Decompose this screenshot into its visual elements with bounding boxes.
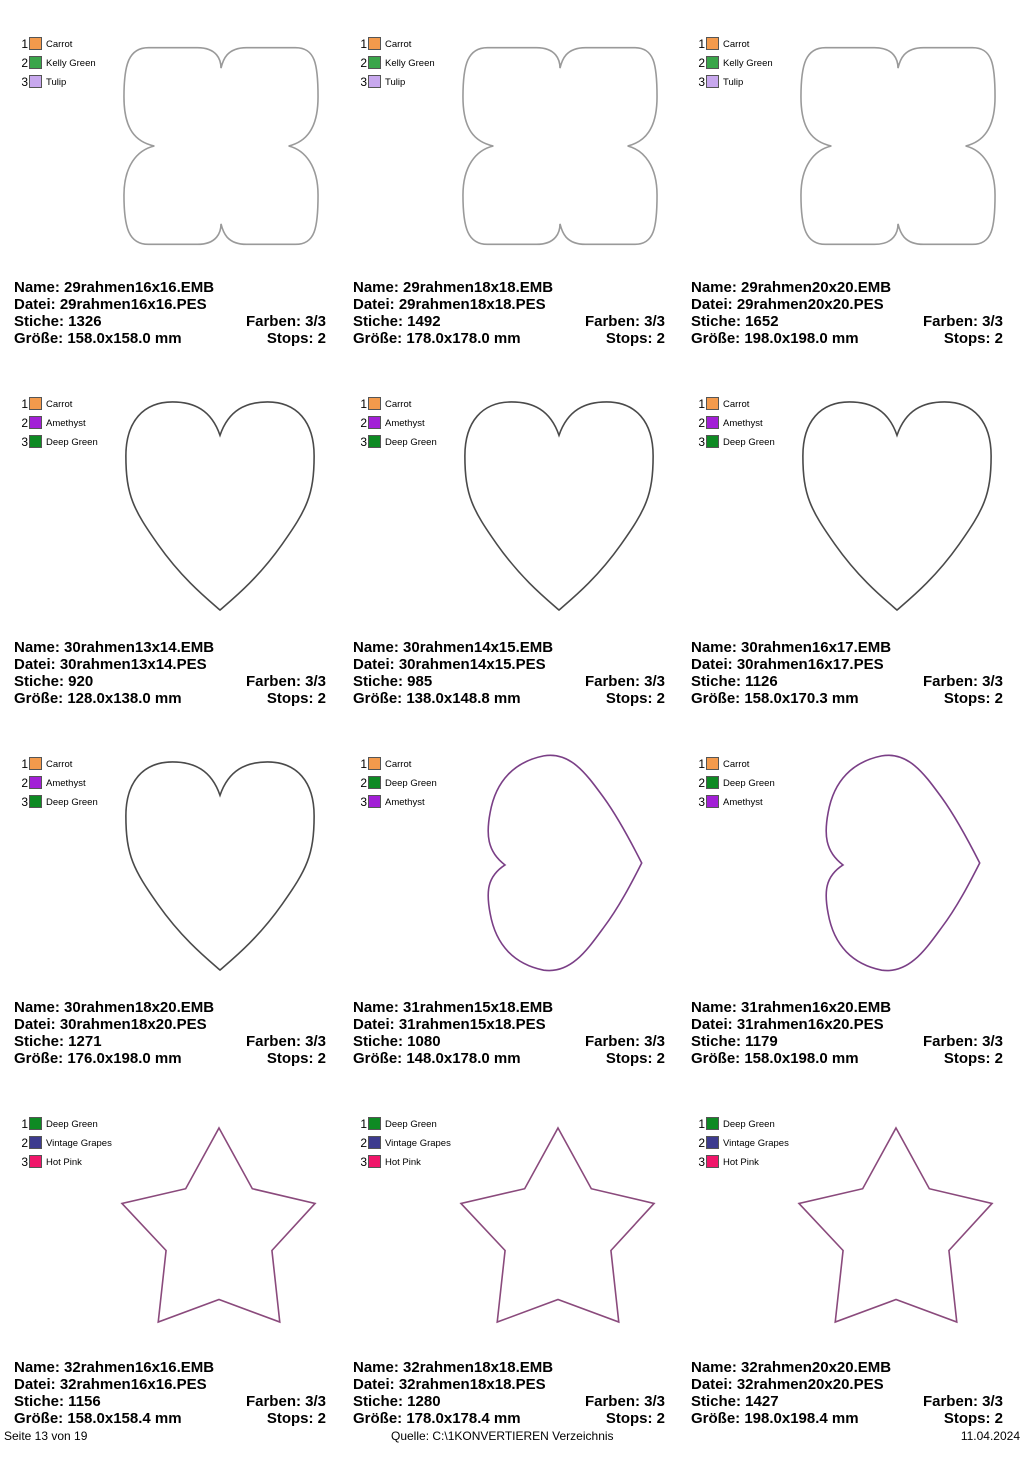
color-swatch [706, 416, 719, 429]
stop-count: Stops: 2 [266, 1050, 326, 1067]
design-file: Datei: 30rahmen14x15.PES [353, 656, 546, 673]
legend-color-name: Deep Green [46, 797, 98, 808]
legend-color-name: Tulip [723, 77, 744, 88]
legend-item [357, 396, 477, 413]
legend-number: 1 [21, 1117, 28, 1131]
legend-item [695, 415, 815, 432]
legend-color-name: Vintage Grapes [46, 1138, 112, 1149]
legend-number: 2 [698, 776, 705, 790]
legend-number: 3 [698, 75, 705, 89]
stitch-count: Stiche: 1179 [691, 1033, 778, 1050]
legend-number: 1 [698, 37, 705, 51]
legend-number: 3 [360, 795, 367, 809]
color-count: Farben: 3/3 [584, 1393, 665, 1410]
stop-count: Stops: 2 [605, 1050, 665, 1067]
legend-color-name: Carrot [385, 399, 412, 410]
design-info [691, 639, 1003, 707]
legend-color-name: Amethyst [723, 797, 763, 808]
legend-number: 2 [360, 776, 367, 790]
stop-count: Stops: 2 [605, 690, 665, 707]
color-swatch [29, 1155, 42, 1168]
design-file: Datei: 32rahmen20x20.PES [691, 1376, 884, 1393]
legend-item [18, 775, 138, 792]
legend-color-name: Deep Green [46, 437, 98, 448]
legend-item [695, 36, 815, 53]
legend-item [18, 756, 138, 773]
stitch-count: Stiche: 1156 [14, 1393, 101, 1410]
design-size: Größe: 158.0x170.3 mm [691, 690, 859, 707]
legend-color-name: Carrot [385, 39, 412, 50]
clover-outline [122, 46, 320, 246]
stitch-count: Stiche: 985 [353, 673, 433, 690]
design-card [691, 750, 1021, 1100]
design-card [353, 30, 683, 380]
legend-color-name: Deep Green [723, 1119, 775, 1130]
color-swatch [368, 37, 381, 50]
page-number: Seite 13 von 19 [4, 1429, 88, 1443]
legend-number: 1 [21, 397, 28, 411]
color-swatch [706, 37, 719, 50]
legend-number: 3 [360, 1155, 367, 1169]
stitch-path [122, 1128, 315, 1322]
design-card [353, 390, 683, 740]
color-count: Farben: 3/3 [245, 1393, 326, 1410]
color-count: Farben: 3/3 [584, 673, 665, 690]
design-size: Größe: 148.0x178.0 mm [353, 1050, 521, 1067]
color-swatch [368, 56, 381, 69]
color-swatch [29, 37, 42, 50]
color-swatch [368, 1136, 381, 1149]
legend-number: 3 [21, 75, 28, 89]
stitch-path [126, 402, 314, 610]
color-swatch [368, 1117, 381, 1130]
source-path: Quelle: C:\1KONVERTIEREN Verzeichnis [391, 1429, 614, 1443]
legend-number: 2 [360, 416, 367, 430]
legend-number: 2 [698, 56, 705, 70]
color-count: Farben: 3/3 [245, 313, 326, 330]
stitch-count: Stiche: 1126 [691, 673, 778, 690]
legend-color-name: Amethyst [385, 797, 425, 808]
color-count: Farben: 3/3 [922, 1033, 1003, 1050]
legend-item [18, 415, 138, 432]
clover-outline [799, 46, 997, 246]
design-file: Datei: 30rahmen13x14.PES [14, 656, 207, 673]
legend-item [357, 36, 477, 53]
color-count: Farben: 3/3 [584, 1033, 665, 1050]
legend-number: 3 [698, 435, 705, 449]
legend-number: 2 [21, 776, 28, 790]
design-name: Name: 32rahmen18x18.EMB [353, 1359, 554, 1376]
color-count: Farben: 3/3 [922, 313, 1003, 330]
design-name: Name: 31rahmen15x18.EMB [353, 999, 554, 1016]
stop-count: Stops: 2 [266, 690, 326, 707]
design-size: Größe: 178.0x178.0 mm [353, 330, 521, 347]
design-card [353, 750, 683, 1100]
star-outline [459, 1126, 657, 1324]
legend-color-name: Vintage Grapes [385, 1138, 451, 1149]
legend-color-name: Hot Pink [385, 1157, 421, 1168]
design-file: Datei: 31rahmen15x18.PES [353, 1016, 546, 1033]
color-swatch [368, 776, 381, 789]
stitch-path [799, 1128, 992, 1322]
color-swatch [368, 397, 381, 410]
stop-count: Stops: 2 [943, 1410, 1003, 1427]
legend-color-name: Amethyst [46, 418, 86, 429]
design-file: Datei: 29rahmen18x18.PES [353, 296, 546, 313]
legend-number: 2 [698, 1136, 705, 1150]
stitch-count: Stiche: 1492 [353, 313, 441, 330]
design-name: Name: 32rahmen16x16.EMB [14, 1359, 215, 1376]
legend-item [695, 55, 815, 72]
legend-number: 2 [360, 56, 367, 70]
design-card [691, 30, 1021, 380]
legend-color-name: Carrot [723, 39, 750, 50]
color-swatch [29, 776, 42, 789]
legend-number: 3 [360, 435, 367, 449]
design-file: Datei: 32rahmen18x18.PES [353, 1376, 546, 1393]
design-info [691, 999, 1003, 1067]
design-name: Name: 29rahmen16x16.EMB [14, 279, 215, 296]
legend-item [18, 36, 138, 53]
color-swatch [29, 397, 42, 410]
legend-number: 3 [698, 1155, 705, 1169]
stop-count: Stops: 2 [943, 1050, 1003, 1067]
stitch-path [826, 755, 980, 970]
design-size: Größe: 178.0x178.4 mm [353, 1410, 521, 1427]
legend-number: 2 [21, 1136, 28, 1150]
legend-color-name: Deep Green [385, 1119, 437, 1130]
heart-outline [461, 400, 657, 612]
star-outline [797, 1126, 995, 1324]
legend-number: 1 [698, 397, 705, 411]
design-info [691, 279, 1003, 347]
stitch-path [126, 762, 314, 970]
legend-color-name: Carrot [46, 39, 73, 50]
color-count: Farben: 3/3 [584, 313, 665, 330]
design-info [14, 639, 326, 707]
legend-item [18, 396, 138, 413]
design-file: Datei: 29rahmen16x16.PES [14, 296, 207, 313]
legend-item [18, 55, 138, 72]
stitch-count: Stiche: 1652 [691, 313, 779, 330]
color-swatch [368, 1155, 381, 1168]
legend-number: 1 [21, 757, 28, 771]
legend-number: 3 [698, 795, 705, 809]
legend-color-name: Kelly Green [46, 58, 96, 69]
legend-item [357, 415, 477, 432]
legend-color-name: Hot Pink [46, 1157, 82, 1168]
color-swatch [29, 795, 42, 808]
heart-outline [122, 760, 318, 972]
stitch-count: Stiche: 1427 [691, 1393, 779, 1410]
design-file: Datei: 31rahmen16x20.PES [691, 1016, 884, 1033]
stop-count: Stops: 2 [605, 1410, 665, 1427]
legend-color-name: Carrot [46, 759, 73, 770]
legend-number: 3 [21, 435, 28, 449]
color-swatch [706, 397, 719, 410]
design-card [14, 1110, 344, 1460]
color-swatch [706, 757, 719, 770]
clover-outline [461, 46, 659, 246]
stitch-path [465, 402, 653, 610]
design-info [353, 999, 665, 1067]
legend-number: 2 [21, 56, 28, 70]
legend-color-name: Amethyst [723, 418, 763, 429]
legend-item [695, 74, 815, 91]
design-size: Größe: 176.0x198.0 mm [14, 1050, 182, 1067]
design-info [14, 279, 326, 347]
legend-item [695, 434, 815, 451]
color-swatch [29, 1136, 42, 1149]
design-size: Größe: 138.0x148.8 mm [353, 690, 521, 707]
stitch-count: Stiche: 1280 [353, 1393, 441, 1410]
heart-outline [799, 400, 995, 612]
legend-color-name: Tulip [385, 77, 406, 88]
design-file: Datei: 30rahmen18x20.PES [14, 1016, 207, 1033]
legend-number: 2 [698, 416, 705, 430]
color-swatch [706, 1155, 719, 1168]
design-card [691, 390, 1021, 740]
print-date: 11.04.2024 [960, 1429, 1020, 1443]
design-size: Größe: 128.0x138.0 mm [14, 690, 182, 707]
legend-color-name: Hot Pink [723, 1157, 759, 1168]
stitch-count: Stiche: 1080 [353, 1033, 441, 1050]
legend-color-name: Vintage Grapes [723, 1138, 789, 1149]
legend-number: 1 [698, 757, 705, 771]
stop-count: Stops: 2 [605, 330, 665, 347]
legend-color-name: Carrot [723, 399, 750, 410]
legend-color-name: Kelly Green [385, 58, 435, 69]
design-name: Name: 30rahmen14x15.EMB [353, 639, 554, 656]
color-count: Farben: 3/3 [245, 673, 326, 690]
color-swatch [29, 1117, 42, 1130]
design-name: Name: 30rahmen13x14.EMB [14, 639, 215, 656]
stop-count: Stops: 2 [943, 690, 1003, 707]
legend-number: 1 [698, 1117, 705, 1131]
design-size: Größe: 158.0x158.0 mm [14, 330, 182, 347]
stitch-path [488, 755, 642, 970]
legend-number: 1 [360, 757, 367, 771]
heart-side-outline [449, 752, 645, 976]
legend-color-name: Amethyst [46, 778, 86, 789]
design-card [353, 1110, 683, 1460]
legend-color-name: Carrot [385, 759, 412, 770]
color-swatch [29, 56, 42, 69]
stitch-count: Stiche: 1271 [14, 1033, 102, 1050]
legend-color-name: Deep Green [723, 778, 775, 789]
legend-color-name: Deep Green [46, 1119, 98, 1130]
legend-color-name: Kelly Green [723, 58, 773, 69]
design-info [14, 1359, 326, 1427]
heart-side-outline [787, 752, 983, 976]
design-name: Name: 30rahmen18x20.EMB [14, 999, 215, 1016]
stop-count: Stops: 2 [943, 330, 1003, 347]
color-swatch [29, 435, 42, 448]
legend-number: 3 [21, 1155, 28, 1169]
design-card [691, 1110, 1021, 1460]
color-swatch [29, 757, 42, 770]
legend-number: 2 [360, 1136, 367, 1150]
legend-number: 3 [360, 75, 367, 89]
color-swatch [706, 795, 719, 808]
legend-number: 3 [21, 795, 28, 809]
color-count: Farben: 3/3 [922, 673, 1003, 690]
design-card [14, 750, 344, 1100]
design-file: Datei: 30rahmen16x17.PES [691, 656, 884, 673]
design-info [353, 1359, 665, 1427]
color-swatch [368, 757, 381, 770]
design-size: Größe: 158.0x158.4 mm [14, 1410, 182, 1427]
legend-number: 1 [360, 37, 367, 51]
legend-item [18, 434, 138, 451]
stitch-path [803, 402, 991, 610]
legend-item [18, 74, 138, 91]
legend-item [357, 434, 477, 451]
heart-outline [122, 400, 318, 612]
design-name: Name: 29rahmen18x18.EMB [353, 279, 554, 296]
legend-number: 1 [21, 37, 28, 51]
legend-number: 1 [360, 1117, 367, 1131]
design-name: Name: 31rahmen16x20.EMB [691, 999, 892, 1016]
legend-number: 2 [21, 416, 28, 430]
color-swatch [29, 75, 42, 88]
design-size: Größe: 158.0x198.0 mm [691, 1050, 859, 1067]
color-swatch [368, 75, 381, 88]
design-card [14, 390, 344, 740]
legend-item [18, 794, 138, 811]
design-name: Name: 32rahmen20x20.EMB [691, 1359, 892, 1376]
legend-color-name: Deep Green [385, 778, 437, 789]
legend-color-name: Tulip [46, 77, 67, 88]
stitch-path [124, 48, 318, 245]
design-info [14, 999, 326, 1067]
design-name: Name: 30rahmen16x17.EMB [691, 639, 892, 656]
star-outline [120, 1126, 318, 1324]
design-info [691, 1359, 1003, 1427]
legend-number: 1 [360, 397, 367, 411]
stitch-count: Stiche: 920 [14, 673, 94, 690]
stitch-path [461, 1128, 654, 1322]
color-swatch [706, 1117, 719, 1130]
stitch-path [463, 48, 657, 245]
design-file: Datei: 29rahmen20x20.PES [691, 296, 884, 313]
legend-color-name: Carrot [46, 399, 73, 410]
stop-count: Stops: 2 [266, 1410, 326, 1427]
color-swatch [29, 416, 42, 429]
stitch-count: Stiche: 1326 [14, 313, 102, 330]
color-count: Farben: 3/3 [245, 1033, 326, 1050]
design-info [353, 279, 665, 347]
design-size: Größe: 198.0x198.0 mm [691, 330, 859, 347]
stop-count: Stops: 2 [266, 330, 326, 347]
legend-item [695, 396, 815, 413]
design-file: Datei: 32rahmen16x16.PES [14, 1376, 207, 1393]
color-swatch [368, 435, 381, 448]
legend-color-name: Deep Green [385, 437, 437, 448]
legend-item [357, 55, 477, 72]
color-swatch [706, 1136, 719, 1149]
design-card [14, 30, 344, 380]
color-swatch [706, 776, 719, 789]
legend-item [357, 74, 477, 91]
color-swatch [368, 416, 381, 429]
legend-color-name: Deep Green [723, 437, 775, 448]
color-swatch [706, 56, 719, 69]
legend-color-name: Carrot [723, 759, 750, 770]
color-swatch [706, 435, 719, 448]
color-swatch [706, 75, 719, 88]
design-name: Name: 29rahmen20x20.EMB [691, 279, 892, 296]
color-count: Farben: 3/3 [922, 1393, 1003, 1410]
design-size: Größe: 198.0x198.4 mm [691, 1410, 859, 1427]
legend-color-name: Amethyst [385, 418, 425, 429]
stitch-path [801, 48, 995, 245]
design-info [353, 639, 665, 707]
color-swatch [368, 795, 381, 808]
